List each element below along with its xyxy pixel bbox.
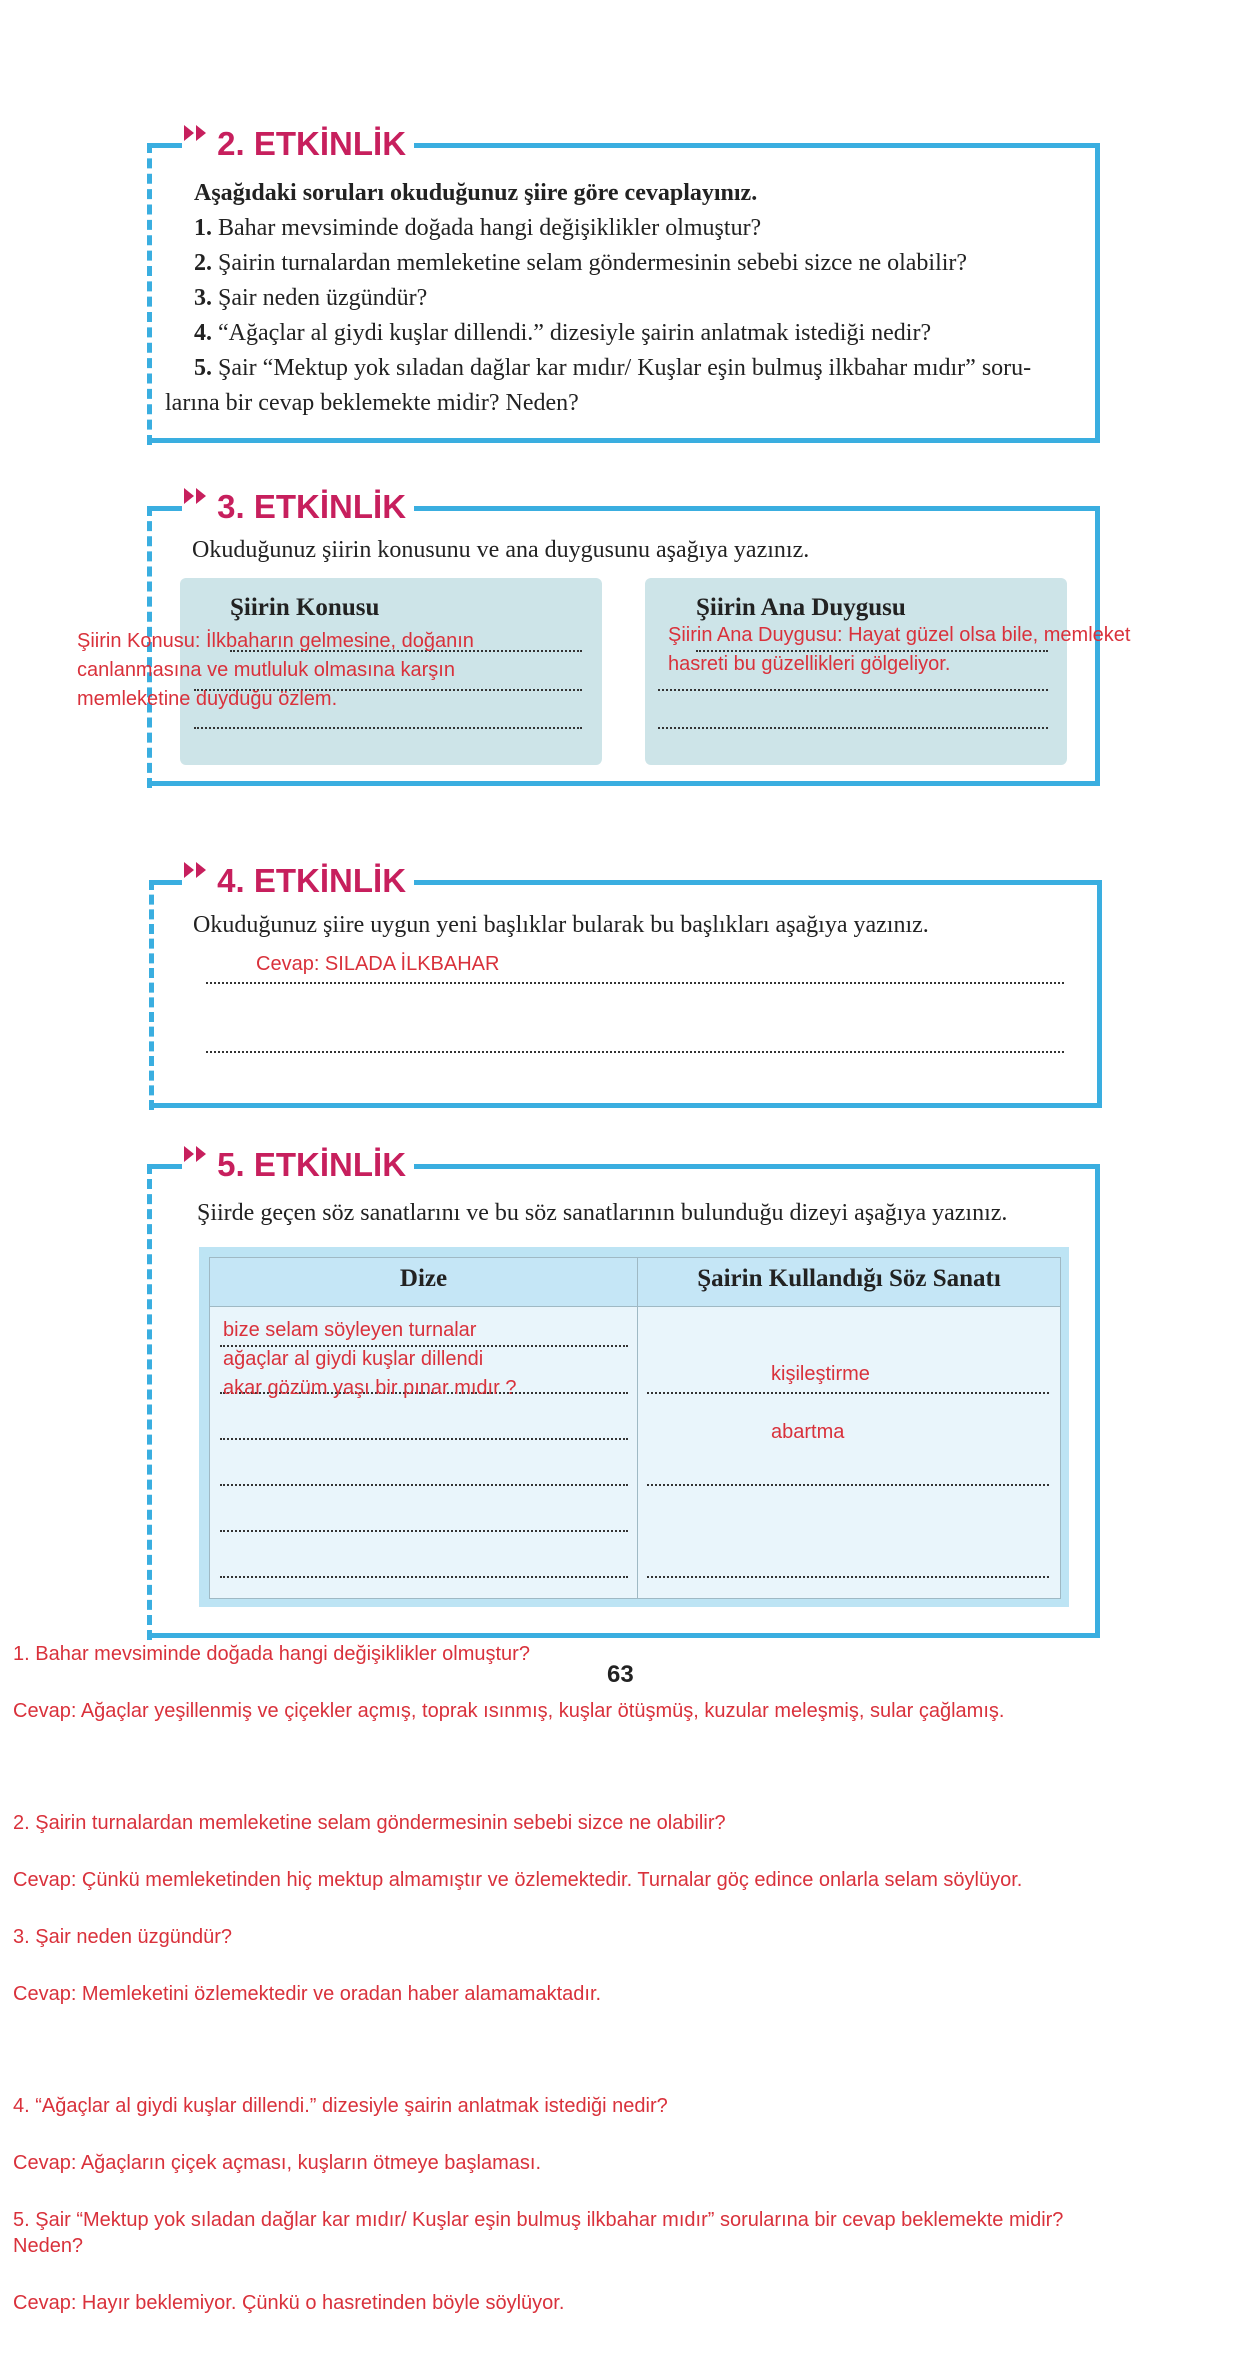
activity-2-instruction: Aşağıdaki soruları okuduğunuz şiire göre cevaplayınız. [194, 180, 758, 206]
topic-answer-line: canlanmasına ve mutluluk olmasına karşın [77, 659, 455, 681]
arrow-icon [196, 862, 206, 878]
activity-4-answer: Cevap: SILADA İLKBAHAR [256, 953, 500, 975]
activity-2-title-text: 2. ETKİNLİK [217, 125, 407, 162]
activity-2-title [182, 124, 414, 164]
emotion-heading: Şiirin Ana Duygusu [696, 594, 906, 621]
column-header-sanat: Şairin Kullandığı Söz Sanatı [697, 1265, 1001, 1292]
dize-answer: bize selam söyleyen turnalar [223, 1319, 477, 1341]
activity-5-instruction: Şiirde geçen söz sanatlarını ve bu söz sanatlarının bulunduğu dizeyi aşağıya yazınız. [197, 1200, 1008, 1226]
emotion-line-3 [658, 727, 1048, 729]
activity-5-title-text: 5. ETKİNLİK [217, 1146, 407, 1183]
topic-answer-line: memleketine duyduğu özlem. [77, 688, 338, 710]
activity-3-bottom-dash [147, 781, 257, 786]
topic-answer-line: Şiirin Konusu: İlkbaharın gelmesine, doğanın [77, 630, 474, 652]
title-line-2 [206, 1051, 1064, 1053]
arrow-icon [196, 488, 206, 504]
page-number: 63 [607, 1661, 634, 1688]
emotion-answer-line: hasreti bu güzellikleri gölgeliyor. [668, 653, 951, 675]
answer-question: 3. Şair neden üzgündür? [13, 1926, 233, 1948]
question-1: 1. Bahar mevsiminde doğada hangi değişiklikler olmuştur? [194, 215, 762, 241]
sanat-answer-2: abartma [771, 1421, 845, 1443]
arrow-icon [196, 1146, 206, 1162]
dize-line [220, 1438, 628, 1440]
emotion-answer-line: Şiirin Ana Duygusu: Hayat güzel olsa bile, memleket [668, 624, 1131, 646]
activity-3-instruction: Okuduğunuz şiirin konusunu ve ana duygusunu aşağıya yazınız. [192, 537, 810, 563]
arrow-icon [196, 125, 206, 141]
sanat-answer-1: kişileştirme [771, 1363, 870, 1385]
sanat-line [647, 1484, 1049, 1486]
answers-section [13, 1641, 1223, 2316]
question-4: 4. “Ağaçlar al giydi kuşlar dillendi.” dizesiyle şairin anlatmak istediği nedir? [194, 320, 932, 346]
topic-answer [77, 627, 474, 714]
arrow-icon [184, 488, 194, 504]
answer-text: Cevap: Hayır beklemiyor. Çünkü o hasretinden böyle söylüyor. [13, 2292, 565, 2314]
title-line-1 [206, 982, 1064, 984]
answer-question-cont: Neden? [13, 2235, 84, 2257]
activity-5-left-border [147, 1164, 152, 1640]
activity-4-left-border [149, 880, 154, 1110]
activity-4-bottom-dash [149, 1103, 259, 1108]
question-5-continued: larına bir cevap beklemekte midir? Neden? [165, 390, 579, 416]
topic-heading: Şiirin Konusu [230, 594, 380, 621]
emotion-line-2 [658, 689, 1048, 691]
activity-5-title [182, 1145, 414, 1185]
arrow-icon [184, 1146, 194, 1162]
answer-question: 4. “Ağaçlar al giydi kuşlar dillendi.” dizesiyle şairin anlatmak istediği nedir? [13, 2095, 668, 2117]
emotion-answer [668, 621, 1130, 679]
activity-2-bottom-dash [147, 438, 257, 443]
answer-text: Cevap: Ağaçların çiçek açması, kuşların ötmeye başlaması. [13, 2152, 542, 2174]
dize-line [220, 1484, 628, 1486]
activity-3-title-text: 3. ETKİNLİK [217, 488, 407, 525]
activity-5-bottom-dash [147, 1633, 257, 1638]
figure-table-body [209, 1257, 1061, 1599]
question-3: 3. Şair neden üzgündür? [194, 285, 428, 311]
dize-answer: ağaçlar al giydi kuşlar dillendi [223, 1348, 484, 1370]
activity-3-title [182, 487, 414, 527]
arrow-icon [184, 862, 194, 878]
column-header-dize: Dize [399, 1265, 448, 1292]
dize-line [220, 1576, 628, 1578]
activity-2-left-border [147, 143, 152, 445]
dize-line [220, 1530, 628, 1532]
question-5: 5. Şair “Mektup yok sıladan dağlar kar mıdır/ Kuşlar eşin bulmuş ilkbahar mıdır” soru- [194, 355, 1032, 381]
dize-answers [223, 1316, 516, 1403]
activity-2-questions [194, 211, 1094, 386]
arrow-icon [184, 125, 194, 141]
answer-text: Cevap: Memleketini özlemektedir ve oradan haber alamamaktadır. [13, 1983, 602, 2005]
answer-question: 1. Bahar mevsiminde doğada hangi değişiklikler olmuştur? [13, 1643, 530, 1665]
answer-question: 5. Şair “Mektup yok sıladan dağlar kar mıdır/ Kuşlar eşin bulmuş ilkbahar mıdır” sorularına bir cevap beklemekte midir? [13, 2209, 1064, 2231]
activity-4-title-text: 4. ETKİNLİK [217, 862, 407, 899]
dize-answer: akar gözüm yaşı bir pınar mıdır ? [223, 1377, 517, 1399]
question-2: 2. Şairin turnalardan memleketine selam göndermesinin sebebi sizce ne olabilir? [194, 250, 968, 276]
sanat-line [647, 1576, 1049, 1578]
sanat-line [647, 1392, 1049, 1394]
table-column-divider [637, 1258, 638, 1598]
answer-text: Cevap: Ağaçlar yeşillenmiş ve çiçekler açmış, toprak ısınmış, kuşlar ötüşmüş, kuzular meleşmiş, sular çağlamış. [13, 1700, 1005, 1722]
answer-text: Cevap: Çünkü memleketinden hiç mektup almamıştır ve özlemektedir. Turnalar göç edince onlarla selam söylüyor. [13, 1869, 1023, 1891]
activity-4-instruction: Okuduğunuz şiire uygun yeni başlıklar bularak bu başlıkları aşağıya yazınız. [193, 912, 929, 938]
activity-4-title [182, 861, 414, 901]
answer-question: 2. Şairin turnalardan memleketine selam göndermesinin sebebi sizce ne olabilir? [13, 1812, 726, 1834]
topic-line-3 [194, 727, 582, 729]
